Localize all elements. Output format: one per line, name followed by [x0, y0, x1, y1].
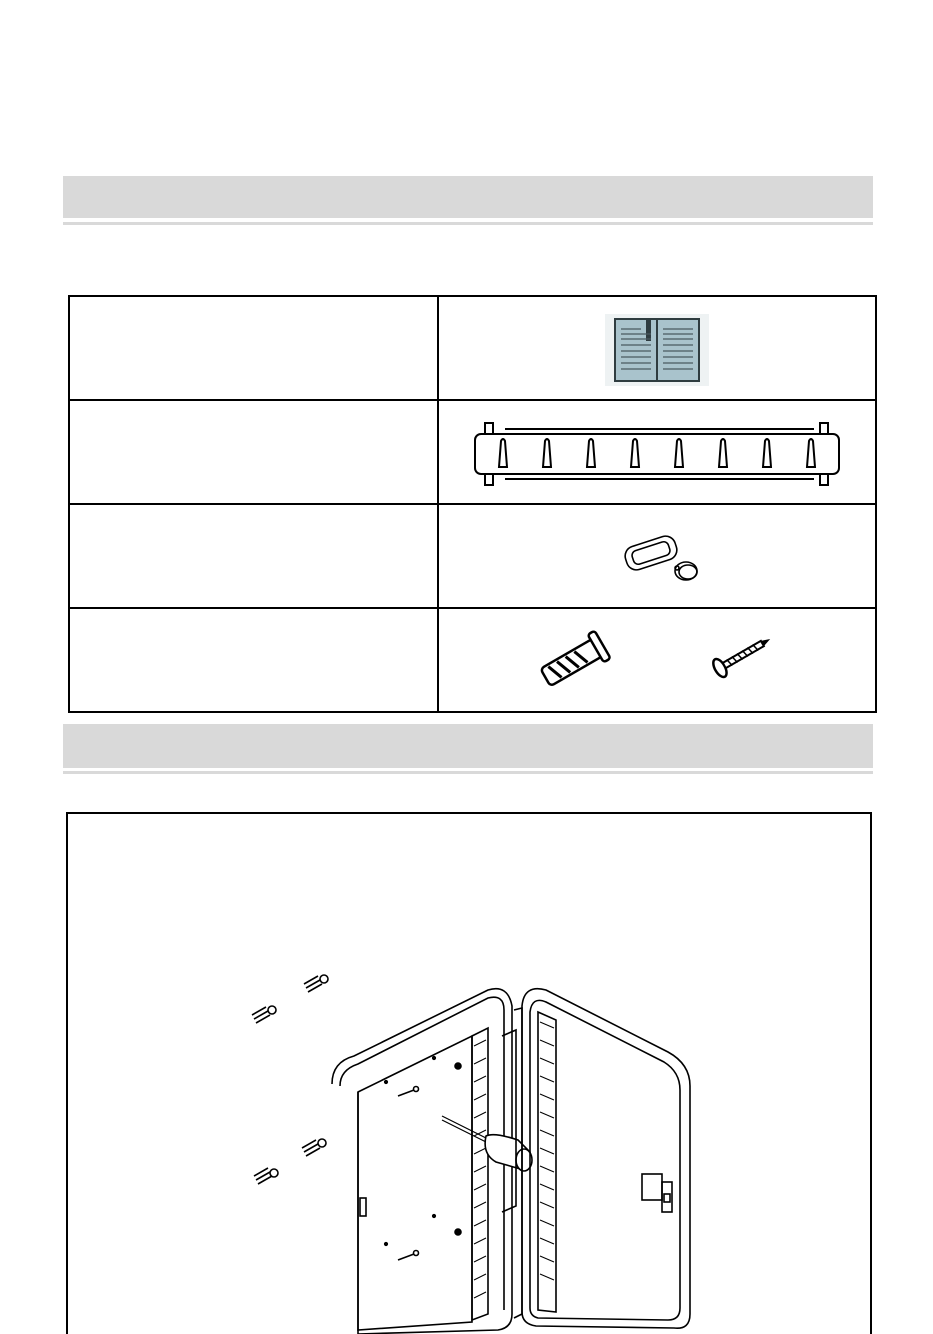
parts-table: [68, 295, 877, 713]
part-image-cell: [438, 504, 876, 608]
section-header-bar-contents: [63, 176, 873, 218]
section-underline: [63, 222, 873, 225]
wall-plug-icon: [537, 631, 610, 692]
part-label-cell: [69, 504, 438, 608]
part-label-cell: [69, 608, 438, 712]
manual-book-icon: [439, 297, 875, 399]
part-image-cell: [438, 608, 876, 712]
key-hook-rail-icon: [439, 401, 875, 503]
part-label-cell: [69, 400, 438, 504]
key-tag-icon: [439, 505, 875, 607]
table-row: [69, 504, 876, 608]
table-row: [69, 400, 876, 504]
screw-icon: [711, 630, 776, 679]
installation-illustration-box: [66, 812, 872, 1334]
section-underline: [63, 771, 873, 774]
screw-icon: [252, 975, 328, 1184]
open-key-cabinet-wall-mounting-icon: [68, 814, 870, 1334]
screwdriver-icon: [442, 1116, 532, 1171]
table-row: [69, 608, 876, 712]
cabinet-body: [332, 989, 512, 1334]
part-label-cell: [69, 296, 438, 400]
part-image-cell: [438, 400, 876, 504]
cabinet-door: [522, 989, 690, 1329]
section-header-bar-installation: [63, 724, 873, 768]
wall-plug-and-screw-icon: [439, 609, 875, 711]
part-image-cell: [438, 296, 876, 400]
table-row: [69, 296, 876, 400]
